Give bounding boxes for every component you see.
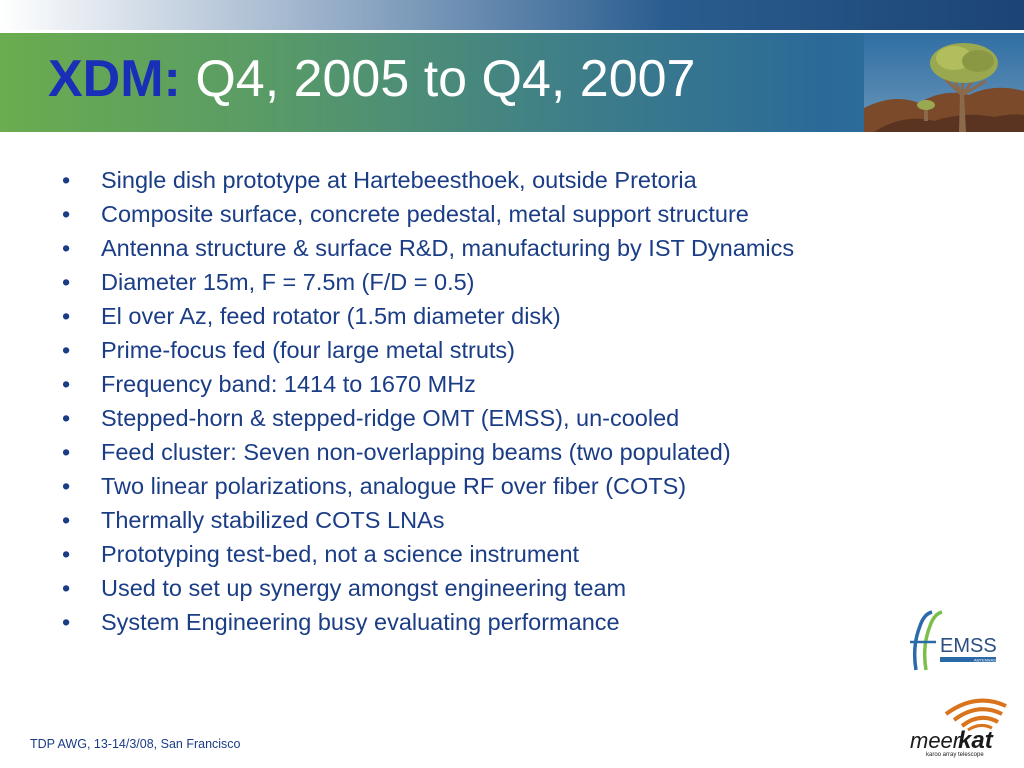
bullet-dot-icon: • <box>62 235 71 261</box>
bullet-text: Prototyping test-bed, not a science instrument <box>101 541 580 567</box>
bullet-text: Antenna structure & surface R&D, manufacturing by IST Dynamics <box>101 235 795 261</box>
bullet-dot-icon: • <box>62 575 71 601</box>
bullet-dot-icon: • <box>62 269 71 295</box>
bullet-text: System Engineering busy evaluating performance <box>101 609 620 635</box>
bullet-item <box>62 537 794 571</box>
title-main: Q4, 2005 to Q4, 2007 <box>180 50 696 108</box>
bullet-dot-icon: • <box>62 371 71 397</box>
footer-text: TDP AWG, 13-14/3/08, San Francisco <box>30 737 241 751</box>
bullet-dot-icon: • <box>62 303 71 329</box>
bullet-item <box>62 469 794 503</box>
title-banner <box>0 33 1024 132</box>
bullet-dot-icon: • <box>62 405 71 431</box>
bullet-text: Feed cluster: Seven non-overlapping beams (two populated) <box>101 439 731 465</box>
bullet-dot-icon: • <box>62 439 71 465</box>
bullet-text: El over Az, feed rotator (1.5m diameter disk) <box>101 303 561 329</box>
bullet-item <box>62 299 794 333</box>
meerkat-tagline: karoo array telescope <box>926 752 984 758</box>
bullet-list <box>62 163 794 639</box>
bullet-text: Diameter 15m, F = 7.5m (F/D = 0.5) <box>101 269 475 295</box>
bullet-dot-icon: • <box>62 507 71 533</box>
bullet-text: Thermally stabilized COTS LNAs <box>101 507 445 533</box>
bullet-item <box>62 503 794 537</box>
bullet-item <box>62 333 794 367</box>
quiver-tree-photo <box>864 33 1024 132</box>
top-stripe <box>0 0 1024 30</box>
bullet-item <box>62 571 794 605</box>
bullet-dot-icon: • <box>62 201 71 227</box>
bullet-item <box>62 231 794 265</box>
bullet-dot-icon: • <box>62 167 71 193</box>
bullet-dot-icon: • <box>62 541 71 567</box>
bullet-text: Single dish prototype at Hartebeesthoek, outside Pretoria <box>101 167 697 193</box>
bullet-dot-icon: • <box>62 609 71 635</box>
bullet-text: Composite surface, concrete pedestal, metal support structure <box>101 201 749 227</box>
meerkat-text-b: kat <box>958 727 993 754</box>
bullet-text: Stepped-horn & stepped-ridge OMT (EMSS), un-cooled <box>101 405 680 431</box>
bullet-item <box>62 401 794 435</box>
slide-title <box>48 49 695 109</box>
bullet-item <box>62 265 794 299</box>
bullet-item <box>62 163 794 197</box>
bullet-item <box>62 435 794 469</box>
bullet-dot-icon: • <box>62 473 71 499</box>
meerkat-logo <box>906 694 1014 758</box>
emss-logo <box>902 606 1002 674</box>
title-prefix: XDM: <box>48 50 181 108</box>
emss-tagline: ANTENNAS <box>974 657 996 663</box>
bullet-text: Prime-focus fed (four large metal struts) <box>101 337 515 363</box>
meerkat-text-a: meer <box>910 728 961 753</box>
bullet-item <box>62 605 794 639</box>
bullet-item <box>62 197 794 231</box>
bullet-dot-icon: • <box>62 337 71 363</box>
bullet-text: Two linear polarizations, analogue RF over fiber (COTS) <box>101 473 687 499</box>
bullet-text: Frequency band: 1414 to 1670 MHz <box>101 371 476 397</box>
bullet-item <box>62 367 794 401</box>
bullet-text: Used to set up synergy amongst engineering team <box>101 575 627 601</box>
emss-text: EMSS <box>940 635 997 657</box>
